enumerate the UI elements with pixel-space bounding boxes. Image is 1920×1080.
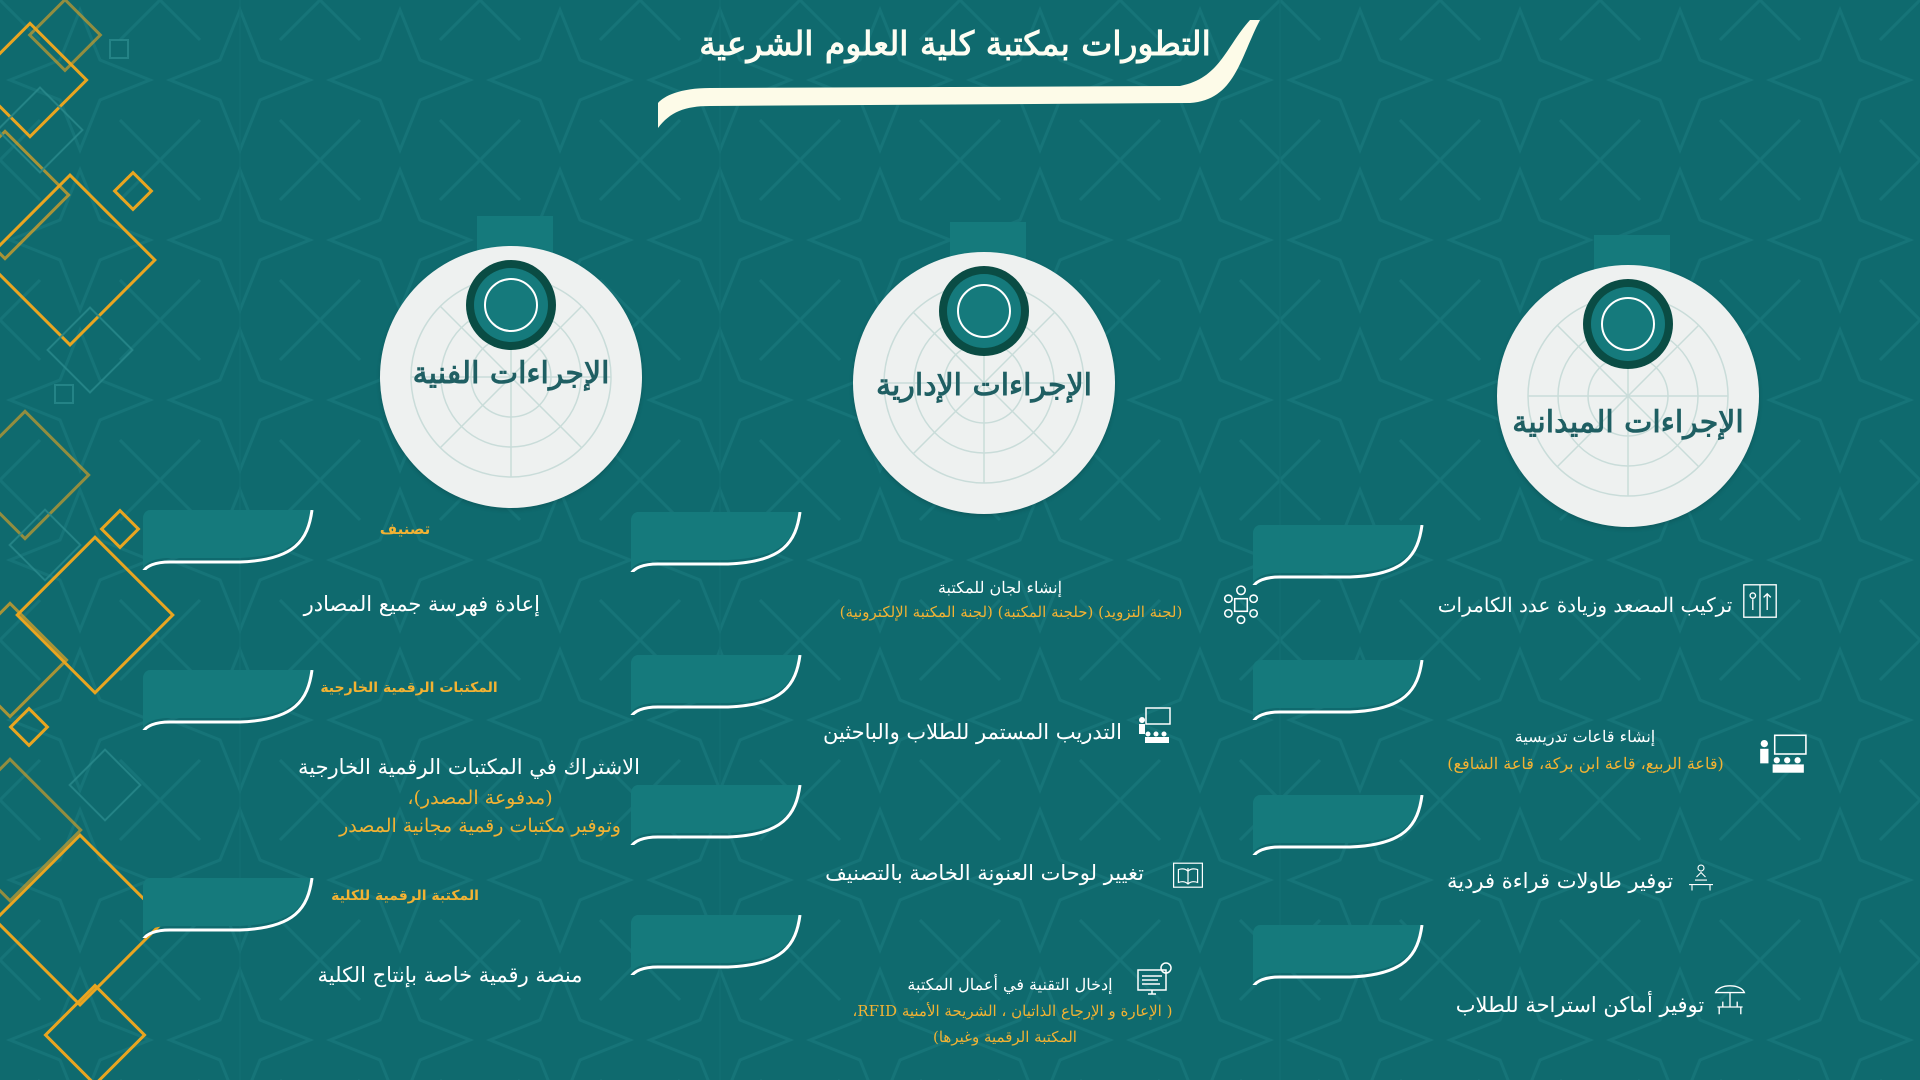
admin-item-3-text: تغيير لوحات العنونة الخاصة بالتصنيف xyxy=(825,861,1144,885)
heading-technical: الإجراءات الفنية xyxy=(412,356,610,391)
field-item-4-text: توفير أماكن استراحة للطلاب xyxy=(1455,993,1705,1017)
item-card xyxy=(140,878,320,938)
book-icon xyxy=(1170,860,1206,892)
classroom-icon xyxy=(1756,733,1808,775)
item-card xyxy=(628,655,808,715)
item-card xyxy=(628,512,808,572)
circle-administrative xyxy=(853,222,1123,522)
elevator-icon xyxy=(1742,583,1778,619)
circle-badge xyxy=(466,260,556,350)
admin-item-4-text: إدخال التقنية في أعمال المكتبة xyxy=(907,975,1113,994)
item-card xyxy=(1250,925,1430,985)
item-card xyxy=(1250,525,1430,585)
circle-body xyxy=(1497,265,1759,527)
admin-item-4-gold-1: ( الإعارة و الإرجاع الذاتيان ، الشريحة الأمنية RFID، xyxy=(852,1002,1173,1020)
circle-body xyxy=(853,252,1115,514)
admin-item-1-text: إنشاء لجان للمكتبة xyxy=(937,578,1063,597)
admin-item-1-gold: (لجنة التزويد) (حلجنة المكتبة) (لجنة المكتبة الإلكترونية) xyxy=(839,603,1183,621)
committee-icon xyxy=(1220,580,1262,630)
technical-item-3-text: منصة رقمية خاصة بإنتاج الكلية xyxy=(317,963,583,987)
circle-badge xyxy=(1583,279,1673,369)
item-card xyxy=(140,670,320,730)
circle-field xyxy=(1497,235,1767,535)
item-label: المكتبة الرقمية للكلية xyxy=(331,888,479,904)
field-item-2-text: إنشاء قاعات تدريسية xyxy=(1514,727,1656,746)
rest-area-icon xyxy=(1712,980,1748,1016)
circle-badge xyxy=(939,266,1029,356)
item-card xyxy=(1250,795,1430,855)
item-card xyxy=(628,785,808,845)
heading-field: الإجراءات الميدانية xyxy=(1512,405,1744,440)
field-item-2-gold: (قاعة الربيع، قاعة ابن بركة، قاعة الشافع) xyxy=(1447,754,1724,773)
heading-administrative: الإجراءات الإدارية xyxy=(875,368,1093,403)
training-icon xyxy=(1134,706,1174,746)
technical-item-1-text: إعادة فهرسة جميع المصادر xyxy=(303,592,540,616)
field-item-3-text: توفير طاولات قراءة فردية xyxy=(1446,869,1674,893)
item-card xyxy=(628,915,808,975)
reading-desk-icon xyxy=(1684,862,1718,892)
circle-technical xyxy=(380,216,650,516)
technical-item-2-gold-1: (مدفوعة المصدر)، xyxy=(407,787,553,809)
page-title: التطورات بمكتبة كلية العلوم الشرعية xyxy=(699,24,1211,63)
technical-item-2-text: الاشتراك في المكتبات الرقمية الخارجية xyxy=(297,755,640,779)
item-card xyxy=(1250,660,1430,720)
circle-body xyxy=(380,246,642,508)
computer-gear-icon xyxy=(1134,960,1174,1000)
item-label: تصنيف xyxy=(379,520,431,538)
technical-item-2-gold-2: وتوفير مكتبات رقمية مجانية المصدر xyxy=(339,815,621,837)
admin-item-2-text: التدريب المستمر للطلاب والباحثين xyxy=(822,720,1123,744)
title-banner xyxy=(650,8,1260,133)
admin-item-4-gold-2: المكتبة الرقمية وغيرها) xyxy=(933,1028,1077,1046)
item-label: المكتبات الرقمية الخارجية xyxy=(320,680,498,696)
item-card xyxy=(140,510,320,570)
field-item-1-text: تركيب المصعد وزيادة عدد الكامرات xyxy=(1437,593,1733,617)
